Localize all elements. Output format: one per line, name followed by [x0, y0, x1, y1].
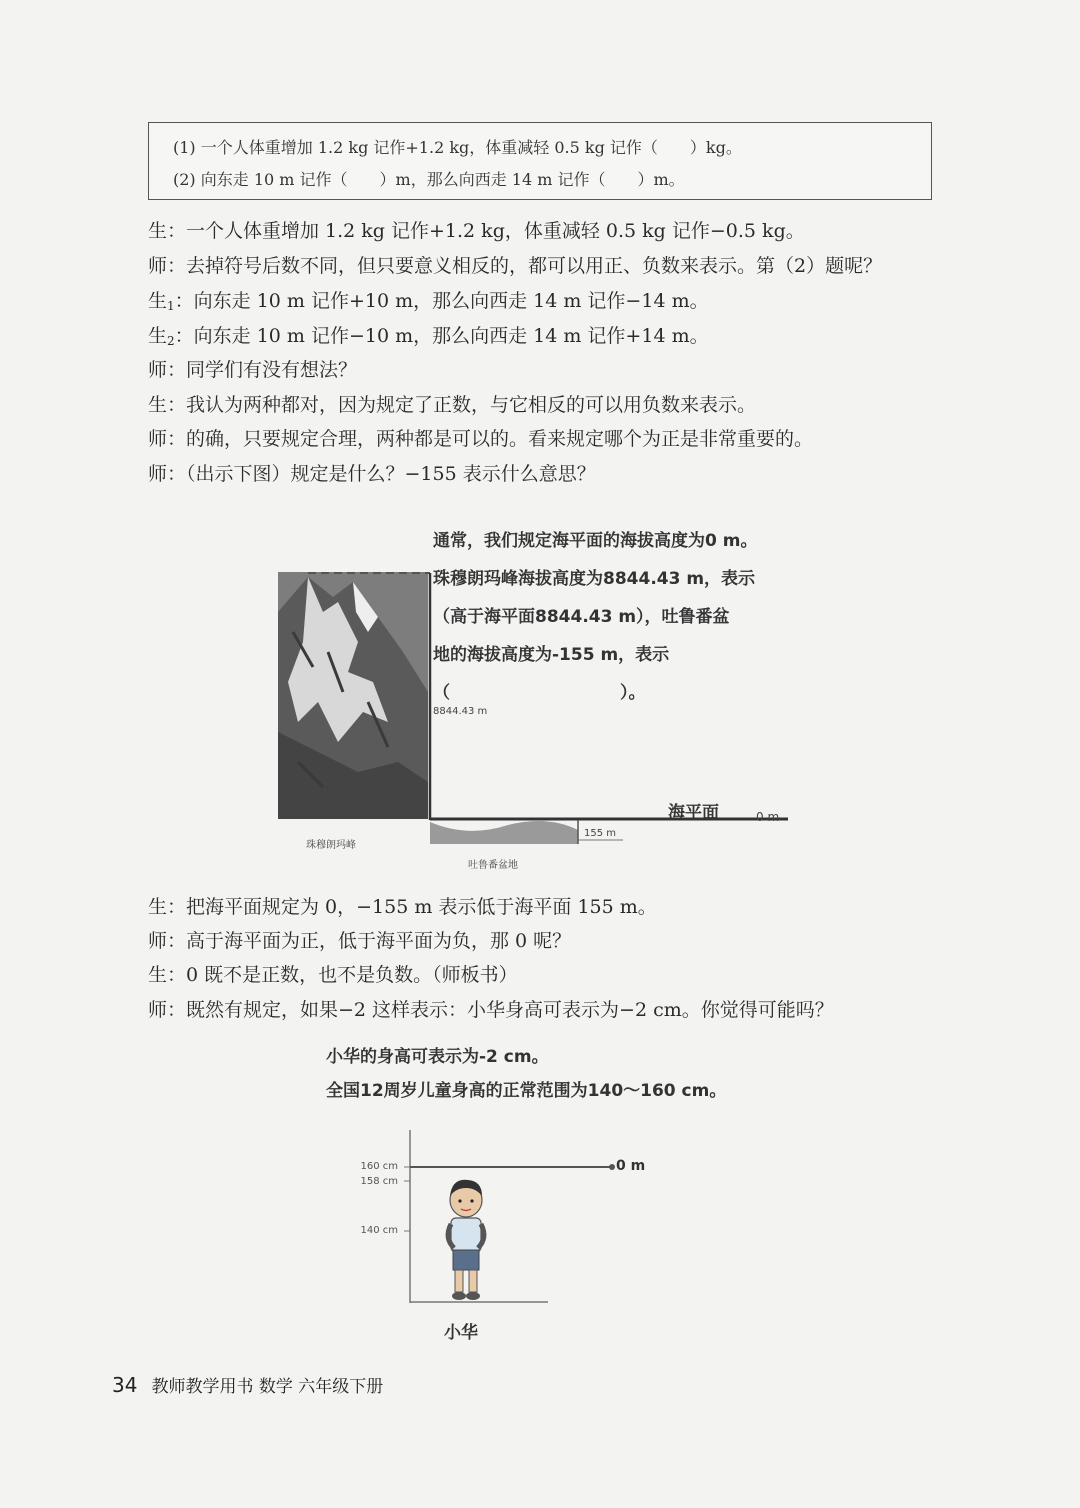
dialogue-line: 生：0 既不是正数，也不是负数。（师板书）: [148, 964, 518, 986]
tick-140: 140 cm: [360, 1225, 398, 1236]
basin-caption: 吐鲁番盆地: [468, 860, 518, 871]
figure-text-line: 全国12周岁儿童身高的正常范围为140～160 cm。: [326, 1081, 727, 1101]
altitude-figure: [278, 520, 798, 880]
figure-text-line: 地的海拔高度为-155 m，表示: [433, 645, 670, 665]
dialogue-line: 生：把海平面规定为 0，−155 m 表示低于海平面 155 m。: [148, 896, 657, 918]
figure-text-line: 珠穆朗玛峰海拔高度为8844.43 m，表示: [433, 569, 756, 589]
dialogue-line: 师：的确，只要规定合理，两种都是可以的。看来规定哪个为正是非常重要的。: [148, 428, 814, 450]
dialogue-line: 师：（出示下图）规定是什么？−155 表示什么意思？: [148, 463, 596, 485]
dialogue-line: 师：既然有规定，如果−2 这样表示：小华身高可表示为−2 cm。你觉得可能吗？: [148, 999, 834, 1021]
question-1: (1) 一个人体重增加 1.2 kg 记作+1.2 kg，体重减轻 0.5 kg 记作（ ）kg。: [173, 138, 742, 157]
zero-label: 0 m: [616, 1158, 646, 1174]
figure-text-line: 小华的身高可表示为-2 cm。: [326, 1047, 549, 1067]
dialogue-line: 师：去掉符号后数不同，但只要意义相反的，都可以用正、负数来表示。第（2）题呢？: [148, 255, 883, 277]
mountain-caption: 珠穆朗玛峰: [306, 840, 356, 851]
height-figure: [320, 1038, 780, 1348]
dialogue-line: 生：一个人体重增加 1.2 kg 记作+1.2 kg，体重减轻 0.5 kg 记作−0.5 kg。: [148, 220, 805, 242]
figure-text-line: 通常，我们规定海平面的海拔高度为0 m。: [433, 531, 758, 551]
dialogue-text: ：向东走 10 m 记作+10 m，那么向西走 14 m 记作−14 m。: [174, 290, 709, 312]
figure-text-line: （高于海平面8844.43 m），吐鲁番盆: [433, 607, 730, 627]
tick-158: 158 cm: [360, 1176, 398, 1187]
basin-depth-label: 155 m: [584, 828, 617, 839]
boy-illustration: [448, 1180, 484, 1300]
figure-caption: 小华: [444, 1323, 478, 1343]
zero-label: 0 m: [756, 810, 780, 824]
speaker-index: 2: [167, 334, 175, 348]
speaker-index: 1: [167, 299, 175, 313]
question-box: [148, 122, 932, 200]
dialogue-line: 师：高于海平面为正，低于海平面为负，那 0 呢？: [148, 930, 572, 952]
question-2: (2) 向东走 10 m 记作（ ）m，那么向西走 14 m 记作（ ）m。: [173, 170, 685, 189]
dialogue-line: 生：我认为两种都对，因为规定了正数，与它相反的可以用负数来表示。: [148, 394, 757, 416]
speaker: 生: [148, 325, 168, 347]
dialogue-line: 师：同学们有没有想法？: [148, 359, 358, 381]
book-title: 教师教学用书 数学 六年级下册: [151, 1377, 384, 1397]
speaker: 生: [148, 290, 168, 312]
dialogue-line: [148, 286, 709, 313]
page-number: 34: [112, 1373, 138, 1397]
tick-160: 160 cm: [360, 1161, 398, 1172]
figure-text-line: （ ）。: [433, 683, 646, 703]
page-footer: [112, 1372, 383, 1397]
dialogue-line: [148, 321, 709, 348]
sea-level-label: 海平面: [668, 803, 719, 823]
dialogue-text: ：向东走 10 m 记作−10 m，那么向西走 14 m 记作+14 m。: [174, 325, 709, 347]
height-label: 8844.43 m: [433, 706, 488, 717]
